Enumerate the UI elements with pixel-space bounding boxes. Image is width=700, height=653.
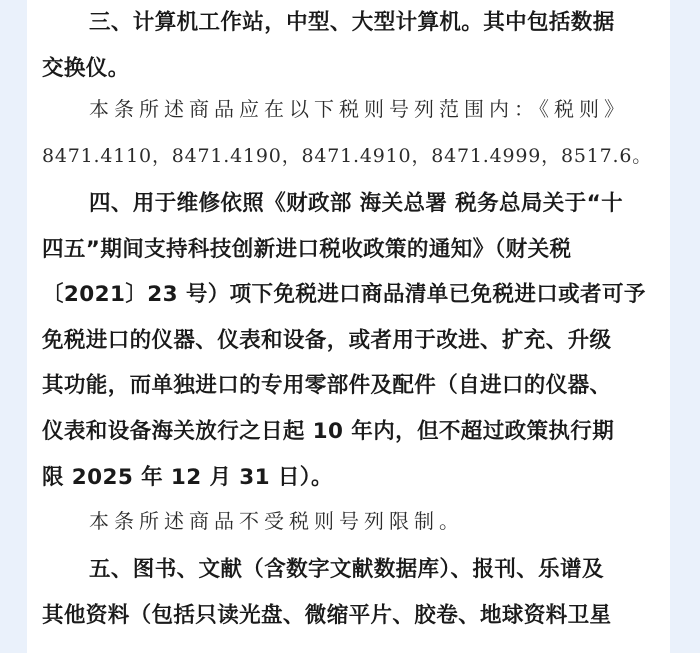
section-3-paragraph [42,0,654,91]
section-5-line-1: 五、图书、文献（含数字文献数据库）、报刊、乐谱及 [89,557,604,582]
section-4-line-4: 免税进口的仪器、仪表和设备，或者用于改进、扩充、升级 [42,327,612,353]
section-3-scope-paragraph [42,88,654,130]
section-3-line-2: 交换仪。 [42,55,130,81]
section-3-line-1: 三、计算机工作站，中型、大型计算机。其中包括数据 [89,10,615,35]
section-5-paragraph [42,547,654,638]
document-page [27,0,670,653]
tariff-codes-line: 8471.4110，8471.4190，8471.4910，8471.4999，8517.6。 [42,145,653,167]
section-4-scope-paragraph [42,500,654,542]
section-4-scope-line-1: 本条所述商品不受税则号列限制。 [89,509,464,533]
section-4-line-1: 四、用于维修依照《财政部 海关总署 税务总局关于“十 [89,191,624,216]
section-4-line-3: 〔2021〕23 号）项下免税进口商品清单已免税进口或者可予 [42,282,646,308]
section-4-line-6: 仪表和设备海关放行之日起 10 年内，但不超过政策执行期 [42,418,615,444]
section-4-line-5: 其功能，而单独进口的专用零部件及配件（自进口的仪器、 [42,373,612,399]
section-4-line-2: 四五”期间支持科技创新进口税收政策的通知》（财关税 [42,236,572,262]
section-4-paragraph [42,181,654,500]
section-5-line-2: 其他资料（包括只读光盘、微缩平片、胶卷、地球资料卫星 [42,602,612,628]
section-3-scope-line-1: 本条所述商品应在以下税则号列范围内：《税则》 [89,97,629,121]
section-4-line-7: 限 2025 年 12 月 31 日）。 [42,464,333,490]
